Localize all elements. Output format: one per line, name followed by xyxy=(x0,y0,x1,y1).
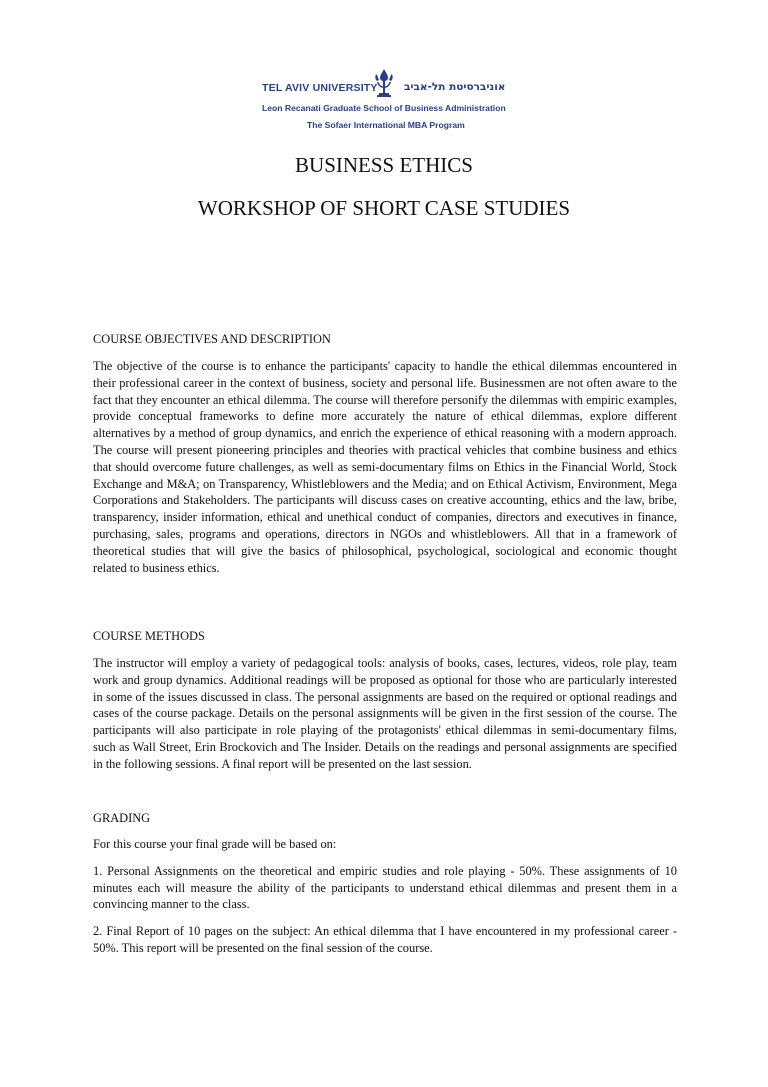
section-paragraph: The instructor will employ a variety of pedagogical tools: analysis of books, cases, lectures, videos, role play, team work and group dynamics. Additional readings will be proposed as optional for those who are particularly interested in some of the issues discussed in class. The personal assignments are based on the required or optional readings and cases of the course package. Details on the personal assignments will be given in the first session of the course. The participants will also participate in role playing of the protagonists' ethical dilemmas in semi-documentary films, such as Wall Street, Erin Brockovich and The Insider. Details on the readings and personal assignments are specified in the following sessions. A final report will be presented on the last session. xyxy=(93,656,677,771)
menorah-emblem-icon xyxy=(370,68,398,98)
document-subtitle: WORKSHOP OF SHORT CASE STUDIES xyxy=(197,196,571,220)
grading-item-1: 1. Personal Assignments on the theoretical and empiric studies and role playing - 50%. These assignments of 10 minutes each will measure the ability of the participants to understand ethical dilemmas and present them in a convincing manner to the class. xyxy=(93,863,677,912)
program-name: The Sofaer International MBA Program xyxy=(307,120,465,130)
university-logo xyxy=(262,68,524,134)
university-name-hebrew: אוניברסיטת תל-אביב xyxy=(404,81,506,93)
section-methods xyxy=(93,628,677,773)
section-heading: COURSE OBJECTIVES AND DESCRIPTION xyxy=(93,332,331,346)
logo-row xyxy=(262,68,524,98)
document-title xyxy=(0,153,768,178)
section-heading: COURSE METHODS xyxy=(93,629,205,643)
section-grading xyxy=(93,810,677,957)
grading-item-2: 2. Final Report of 10 pages on the subject: An ethical dilemma that I have encountered in my professional career - 50%. This report will be presented on the final session of the course. xyxy=(93,924,677,955)
university-name-english: TEL AVIV UNIVERSITY xyxy=(262,82,378,94)
grading-intro: For this course your final grade will be based on: xyxy=(93,837,337,851)
section-paragraph: The objective of the course is to enhance the participants' capacity to handle the ethical dilemmas encountered in their professional career in the context of business, society and personal life. Businessmen are not often aware to the fact that they encounter an ethical dilemma. The course will therefore personify the dilemmas with empiric examples, provide conceptual frameworks to define more accurately the nature of ethical dilemmas, explore different alternatives by a method of group dynamics, and enrich the experience of ethical reasoning with a modern approach. The course will present pioneering principles and theories with practical vehicles that combine business and ethics that should overcome future challenges, as well as semi-documentary films on Ethics in the Financial World, Stock Exchange and M&A; on Transparency, Whistleblowers and the Media; and on Ethical Activism, Environment, Mega Corporations and Stakeholders. The participants will discuss cases on creative accounting, ethics and the law, bribe, transparency, insider information, ethical and unethical conduct of companies, directors and executives in finance, purchasing, sales, programs and operations, directors in NGOs and whistleblowers. All that in a framework of theoretical studies that will give the basics of philosophical, psychological, sociological and economic thought related to business ethics. xyxy=(93,359,677,575)
school-name: Leon Recanati Graduate School of Business Administration xyxy=(262,103,506,113)
section-objectives xyxy=(93,331,677,576)
section-heading: GRADING xyxy=(93,811,151,825)
title-text: BUSINESS ETHICS xyxy=(295,153,473,177)
